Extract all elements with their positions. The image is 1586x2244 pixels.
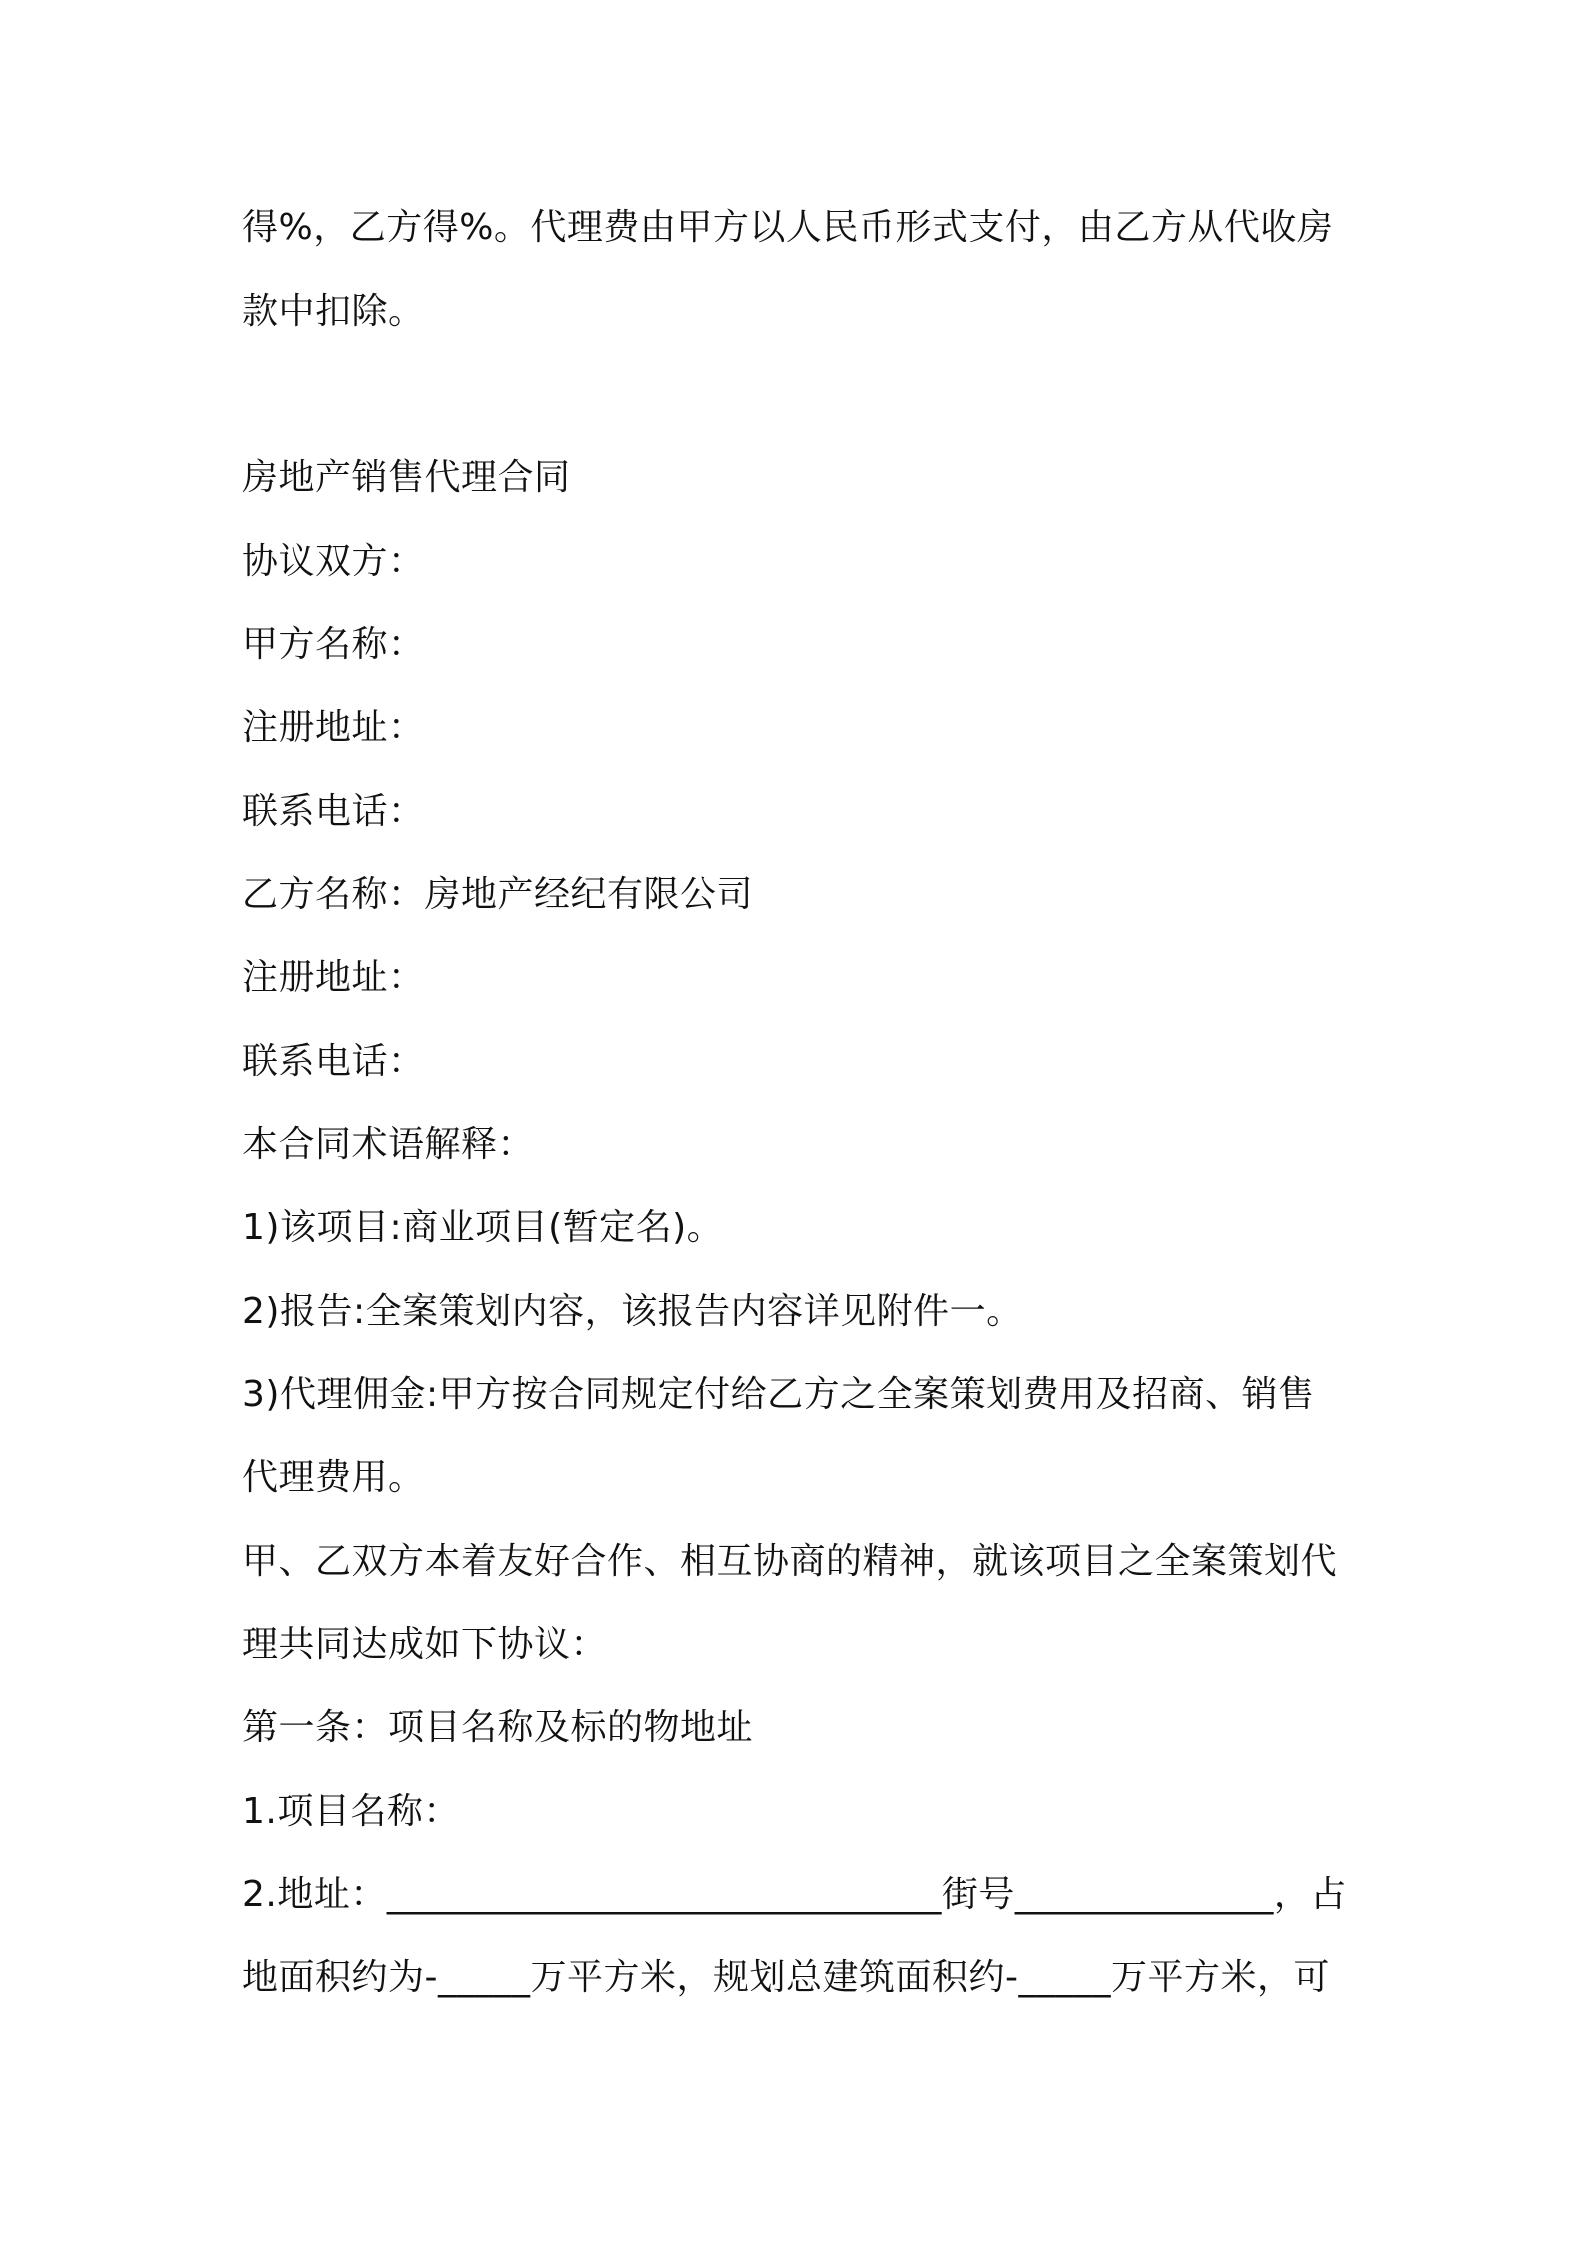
text-line: 1.项目名称： — [242, 1791, 460, 1832]
text-line: 理共同达成如下协议： — [242, 1624, 608, 1665]
text-line: 2.地址：______________________________街号______________，占 — [242, 1874, 1347, 1915]
text-line: 联系电话： — [242, 791, 425, 832]
text-line: 得%，乙方得%。代理费由甲方以人民币形式支付，由乙方从代收房 — [242, 207, 1334, 248]
text-line: 款中扣除。 — [242, 291, 425, 332]
text-line: 本合同术语解释： — [242, 1124, 535, 1165]
text-line: 地面积约为-_____万平方米，规划总建筑面积约-_____万平方米，可 — [242, 1957, 1330, 1998]
text-line: 乙方名称：房地产经纪有限公司 — [242, 874, 754, 915]
text-line: 甲、乙双方本着友好合作、相互协商的精神，就该项目之全案策划代 — [242, 1541, 1338, 1582]
text-line: 2)报告:全案策划内容，该报告内容详见附件一。 — [242, 1291, 1023, 1332]
text-line: 联系电话： — [242, 1041, 425, 1082]
text-line: 1)该项目:商业项目(暂定名)。 — [242, 1207, 724, 1248]
document-title: 房地产销售代理合同 — [242, 457, 571, 498]
text-line: 3)代理佣金:甲方按合同规定付给乙方之全案策划费用及招商、销售 — [242, 1374, 1315, 1415]
text-line: 协议双方： — [242, 541, 425, 582]
text-line: 甲方名称： — [242, 624, 425, 665]
text-line: 代理费用。 — [242, 1457, 425, 1498]
text-line: 注册地址： — [242, 957, 425, 998]
text-line: 注册地址： — [242, 707, 425, 748]
text-line: 第一条：项目名称及标的物地址 — [242, 1707, 754, 1748]
